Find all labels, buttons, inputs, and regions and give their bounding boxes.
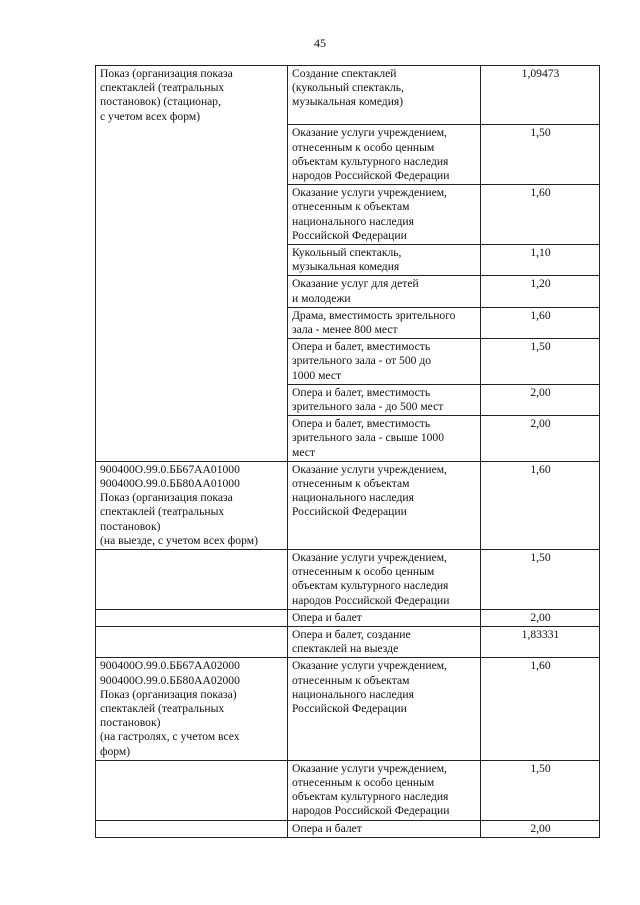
table-row [96,550,600,610]
condition-line: отнесенным к объектам [292,673,410,687]
condition-line: Кукольный спектакль, [292,245,402,259]
condition-cell [288,627,481,658]
service-line: с учетом всех форм) [100,109,201,123]
coefficient-value: 2,00 [481,384,600,415]
table-row [96,125,600,185]
table-row [96,66,600,125]
condition-line: Опера и балет, создание [292,628,411,642]
service-cell [96,627,288,658]
coefficient-value: 1,09473 [481,66,600,125]
service-cell [96,461,288,549]
condition-cell [288,609,481,626]
coefficient-value: 1,60 [481,307,600,338]
condition-line: отнесенным к особо ценным [292,776,435,790]
table-row [96,627,600,658]
service-cell [96,760,288,820]
condition-line: Оказание услуги учреждением, [292,462,447,476]
coefficient-value: 2,00 [481,820,600,837]
condition-line: Создание спектаклей [292,67,397,80]
condition-line: музыкальная комедия) [292,95,404,109]
table-row [96,461,600,549]
service-cell [96,658,288,760]
service-line: (на гастролях, с учетом всех [100,730,240,744]
table-row [96,609,600,626]
condition-line: Российской Федерации [292,702,407,716]
service-cell [96,550,288,610]
condition-line: Оказание услуги учреждением, [292,186,447,200]
condition-line: отнесенным к объектам [292,476,410,490]
coefficient-value: 1,10 [481,244,600,275]
service-line: спектаклей (театральных [100,81,225,95]
table-row [96,307,600,338]
service-line: Показ (организация показа) [100,687,237,701]
condition-line: зрительного зала - свыше 1000 [292,431,445,445]
condition-cell [288,276,481,307]
condition-line: 1000 мест [292,368,342,382]
condition-line: Оказание услуги учреждением, [292,126,447,140]
condition-cell [288,307,481,338]
condition-cell [288,244,481,275]
condition-cell [288,185,481,245]
service-cell [96,384,288,415]
condition-cell [288,658,481,760]
coefficient-value: 2,00 [481,609,600,626]
condition-cell [288,66,481,125]
table-row [96,244,600,275]
table-row [96,760,600,820]
condition-line: объектам культурного наследия [292,154,449,168]
condition-line: Российской Федерации [292,505,407,519]
service-cell [96,416,288,462]
coefficient-value: 1,60 [481,658,600,760]
condition-cell [288,820,481,837]
condition-cell [288,125,481,185]
condition-cell [288,760,481,820]
coefficient-value: 1,20 [481,276,600,307]
condition-line: объектам культурного наследия [292,579,449,593]
service-code: 900400О.99.0.ББ67АА02000 [100,659,240,673]
condition-line: народов Российской Федерации [292,593,450,607]
service-line: постановок) [100,716,161,730]
table-row [96,416,600,462]
service-code: 900400О.99.0.ББ80АА02000 [100,673,240,687]
condition-line: народов Российской Федерации [292,168,450,182]
condition-line: национального наследия [292,687,414,701]
condition-line: Опера и балет, вместимость [292,417,431,431]
service-cell [96,185,288,245]
condition-cell [288,416,481,462]
service-cell [96,276,288,307]
table-row [96,339,600,385]
condition-line: спектаклей на выезде [292,642,399,656]
service-line: постановок) [100,519,161,533]
condition-line: отнесенным к объектам [292,200,410,214]
condition-cell [288,550,481,610]
service-cell [96,820,288,837]
condition-line: Оказание услуги учреждением, [292,761,447,775]
service-line: спектаклей (театральных [100,702,225,716]
coefficient-value: 1,50 [481,125,600,185]
condition-line: зрительного зала - до 500 мест [292,399,444,413]
service-line: постановок) (стационар, [100,95,221,109]
table-row [96,384,600,415]
service-line: спектаклей (театральных [100,505,225,519]
condition-line: народов Российской Федерации [292,804,450,818]
coefficient-value: 1,60 [481,461,600,549]
condition-line: и молодежи [292,291,351,305]
condition-line: отнесенным к особо ценным [292,565,435,579]
condition-line: национального наследия [292,214,414,228]
condition-line: Опера и балет [292,821,362,835]
service-cell [96,244,288,275]
condition-line: зала - менее 800 мест [292,322,398,336]
service-cell [96,66,288,125]
coefficient-value: 1,50 [481,760,600,820]
coefficient-value: 2,00 [481,416,600,462]
condition-line: Оказание услуг для детей [292,277,419,291]
table-row [96,820,600,837]
service-cell [96,339,288,385]
service-cell [96,609,288,626]
condition-cell [288,461,481,549]
condition-line: объектам культурного наследия [292,790,449,804]
table-body [96,66,600,838]
condition-line: музыкальная комедия [292,260,400,274]
service-line: Показ (организация показа [100,491,233,505]
condition-line: национального наследия [292,491,414,505]
service-cell [96,125,288,185]
condition-cell [288,339,481,385]
condition-line: зрительного зала - от 500 до [292,354,432,368]
condition-line: Российской Федерации [292,228,407,242]
page-number: 45 [314,36,326,50]
coefficient-value: 1,60 [481,185,600,245]
condition-line: Драма, вместимость зрительного [292,308,456,322]
condition-line: Оказание услуги учреждением, [292,551,447,564]
table-row [96,276,600,307]
service-code: 900400О.99.0.ББ80АА01000 [100,476,240,490]
coefficient-value: 1,50 [481,339,600,385]
table-row [96,185,600,245]
coefficient-value: 1,83331 [481,627,600,658]
condition-line: мест [292,445,315,459]
service-line: Показ (организация показа [100,67,233,80]
condition-cell [288,384,481,415]
coefficients-table [95,65,600,838]
condition-line: Опера и балет [292,610,362,624]
condition-line: Опера и балет, вместимость [292,340,431,354]
condition-line: Оказание услуги учреждением, [292,659,447,673]
condition-line: отнесенным к особо ценным [292,140,435,154]
condition-line: Опера и балет, вместимость [292,385,431,399]
coefficient-value: 1,50 [481,550,600,610]
service-cell [96,307,288,338]
service-code: 900400О.99.0.ББ67АА01000 [100,462,240,476]
service-line: (на выезде, с учетом всех форм) [100,533,258,547]
condition-line: (кукольный спектакль, [292,81,404,95]
table-row [96,658,600,760]
service-line: форм) [100,744,131,758]
